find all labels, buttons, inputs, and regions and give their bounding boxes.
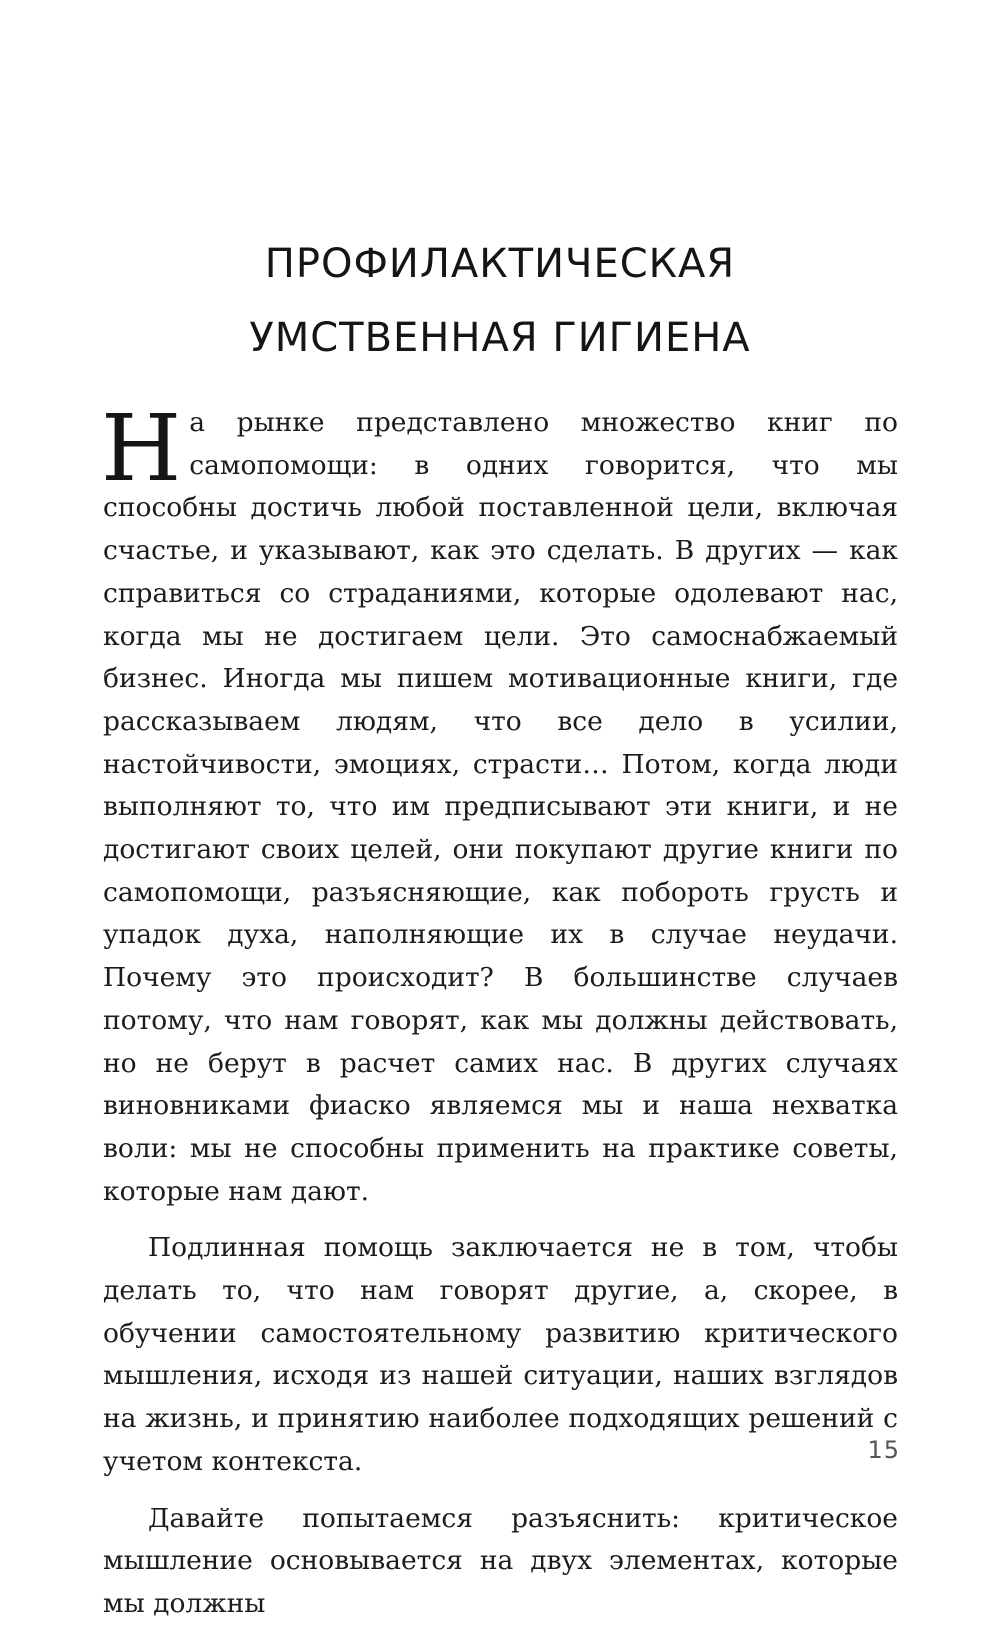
chapter-title-line-1: ПРОФИЛАКТИЧЕСКАЯ — [264, 240, 736, 287]
chapter-title — [0, 227, 1000, 375]
paragraph-1 — [101, 395, 898, 1213]
chapter-body — [101, 395, 898, 1640]
paragraph-3: Давайте попытаемся разъяснить: критическое мышление основывается на двух элементах, которые мы должны — [103, 1502, 898, 1619]
drop-cap: Н — [101, 395, 182, 502]
chapter-title-line-2: УМСТВЕННАЯ ГИГИЕНА — [249, 314, 751, 361]
page-number: 15 — [867, 1436, 900, 1464]
paragraph-1-text: а рынке представлено множество книг по самопомощи: в одних говорится, что мы способны достичь любой поставленной цели, включая счастье, и указывают, как это сделать. В других — как справиться со страданиями, которые одолевают нас, когда мы не достигаем цели. Это самоснабжаемый бизнес. Иногда мы пишем мотивационные книги, где рассказываем людям, что все дело в усилии, настойчивости, эмоциях, страсти… Потом, когда люди выполняют то, что им предписывают эти книги, и не достигают своих целей, они покупают другие книги по самопомощи, разъясняющие, как побороть грусть и упадок духа, наполняющие их в случае неудачи. Почему это происходит? В большинстве случаев потому, что нам говорят, как мы должны действовать, но не берут в расчет самих нас. В других случаях виновниками фиаско являемся мы и наша нехватка воли: мы не способны применить на практике советы, которые нам дают. — [103, 407, 898, 1207]
paragraph-2: Подлинная помощь заключается не в том, чтобы делать то, что нам говорят другие, а, скорее, в обучении самостоятельному развитию критического мышления, исходя из нашей ситуации, наших взглядов на жизнь, и принятию наиболее подходящих решений с учетом контекста. — [103, 1232, 898, 1477]
